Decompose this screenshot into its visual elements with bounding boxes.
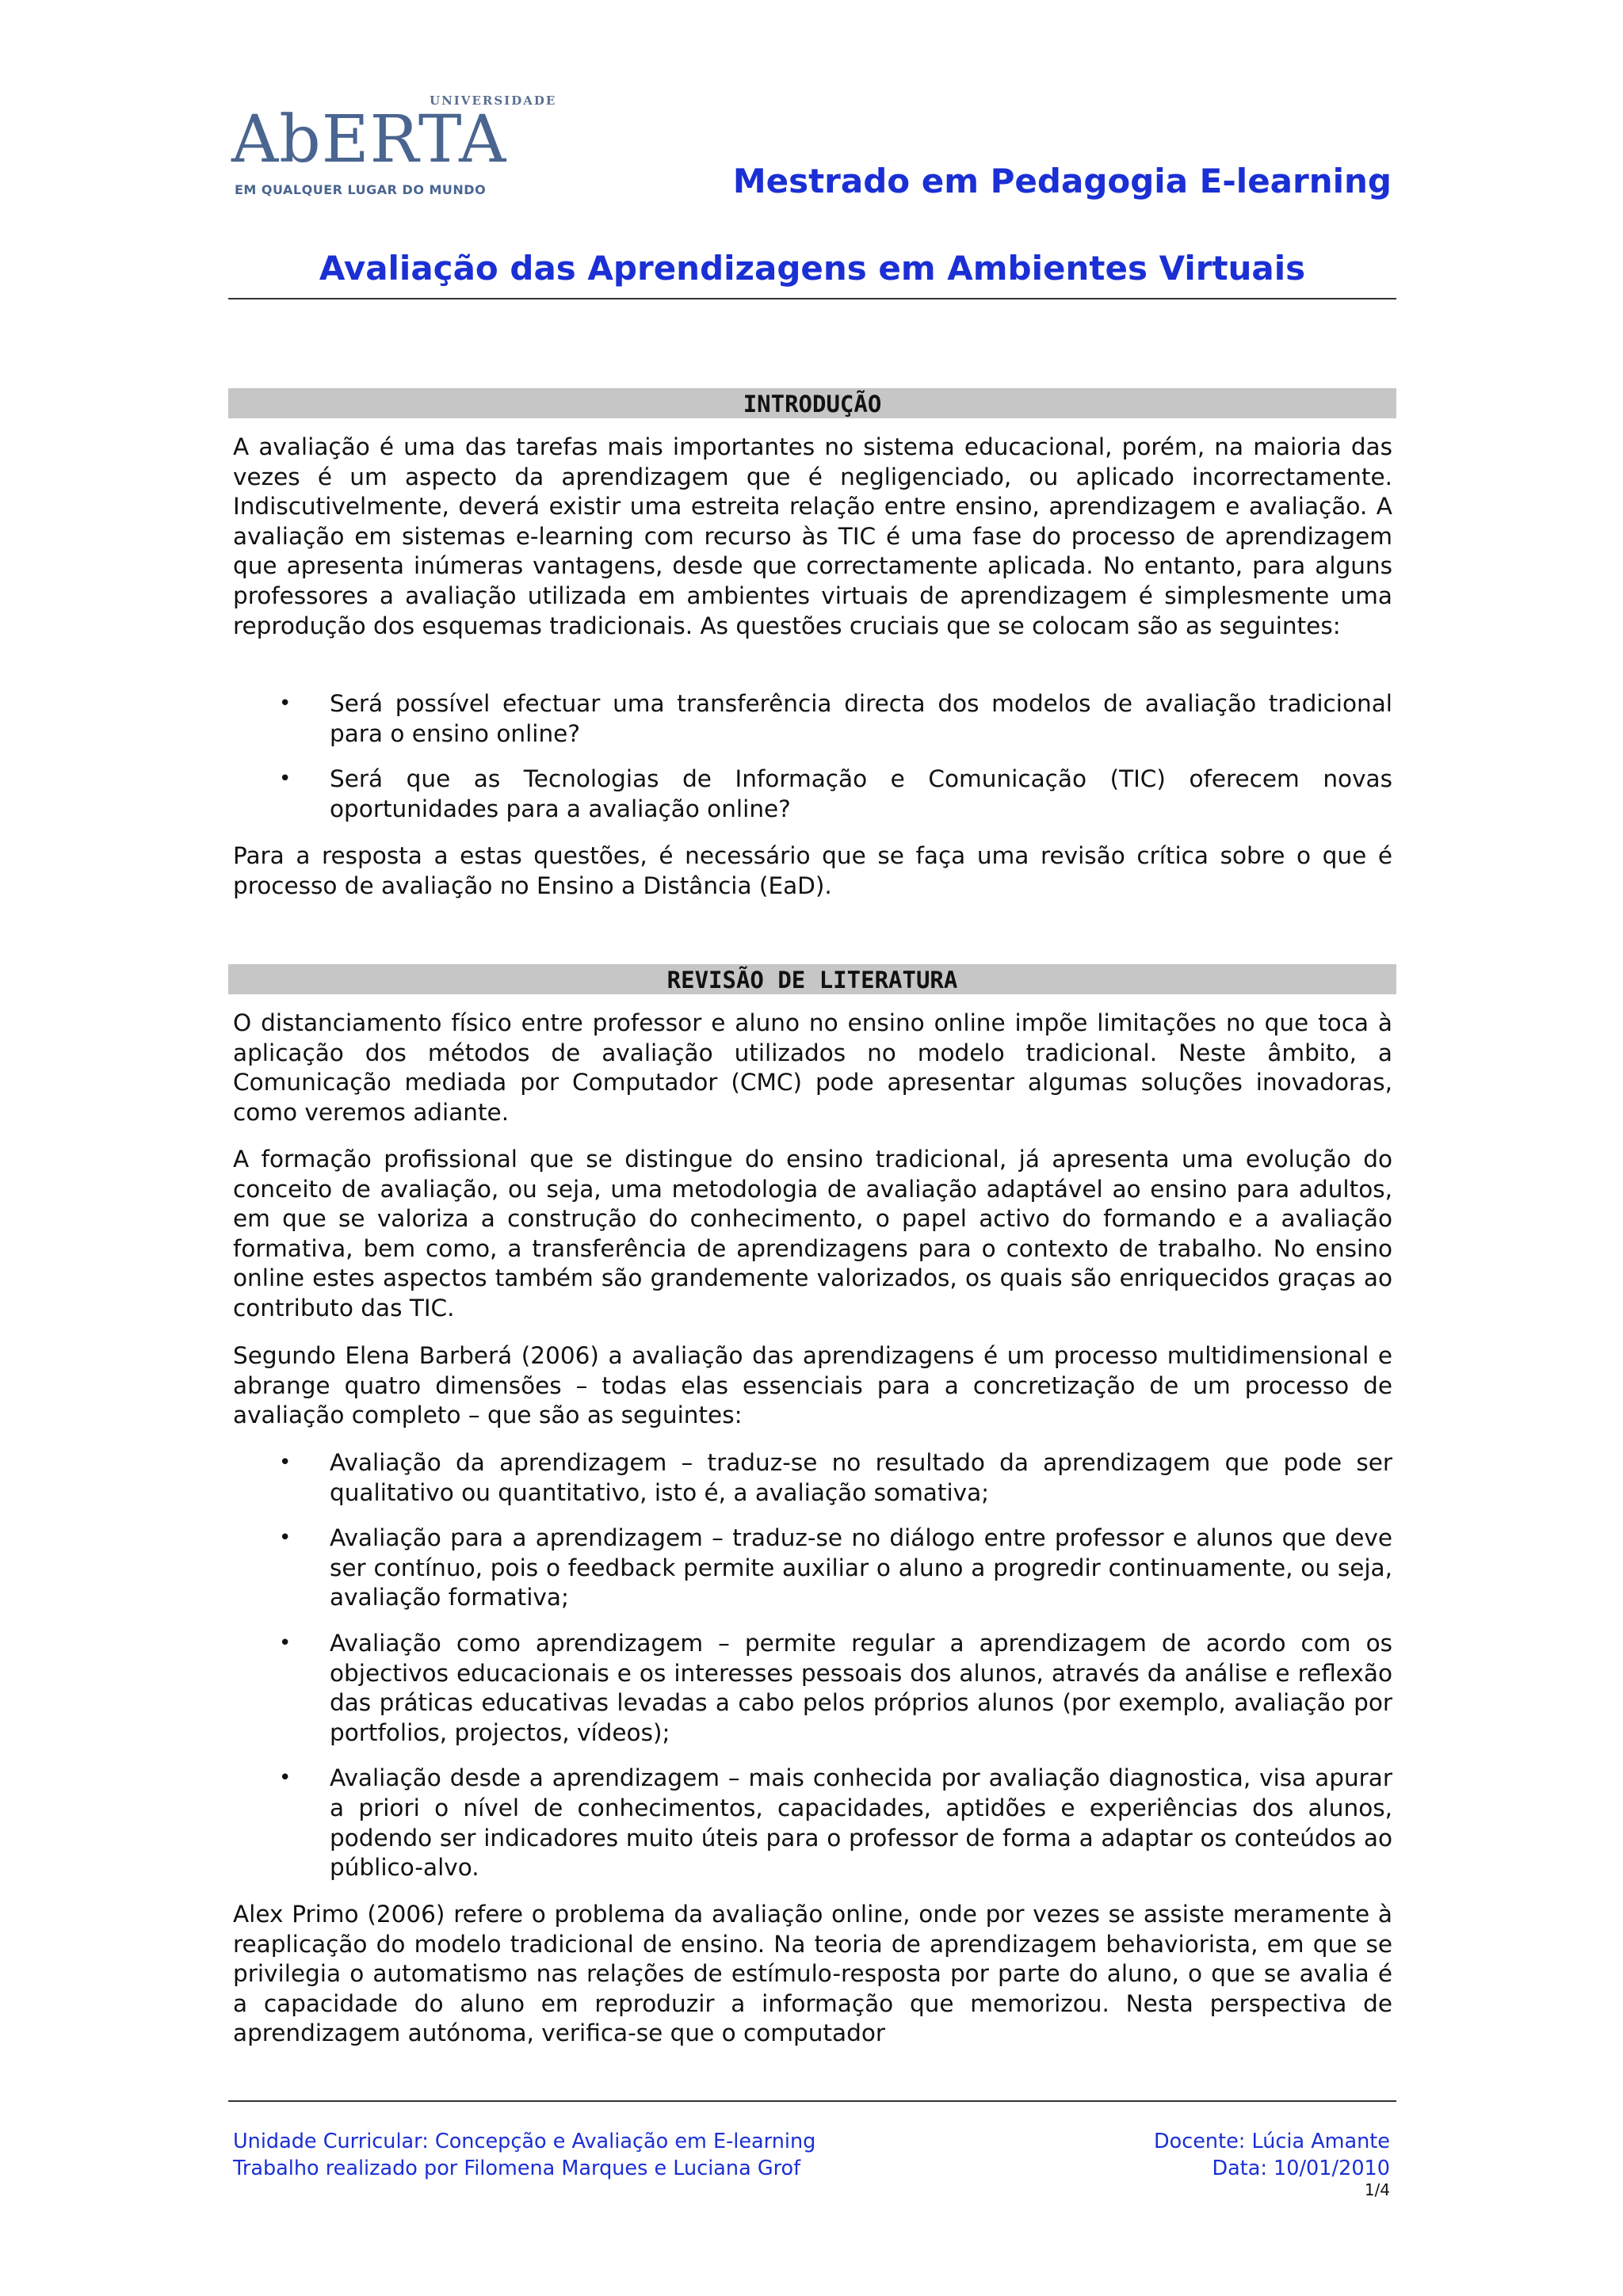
course-title: Mestrado em Pedagogia E-learning bbox=[732, 162, 1392, 200]
document-title: Avaliação das Aprendizagens em Ambientes Virtuais bbox=[319, 249, 1306, 288]
footer-authors: Trabalho realizado por Filomena Marques e Luciana Grof bbox=[233, 2157, 801, 2180]
logo-tagline: EM QUALQUER LUGAR DO MUNDO bbox=[235, 182, 487, 197]
section-heading-introduction: INTRODUÇÃO bbox=[228, 388, 1396, 418]
bullet-icon: • bbox=[279, 1766, 292, 1791]
intro-question-list bbox=[233, 689, 1392, 840]
list-item-text: Será que as Tecnologias de Informação e Comunicação (TIC) oferecem novas oportunidades para a avaliação online? bbox=[330, 765, 1392, 822]
bullet-icon: • bbox=[279, 1526, 292, 1550]
literature-paragraph-3: Segundo Elena Barberá (2006) a avaliação das aprendizagens é um processo multidimensional e abrange quatro dimensões – todas elas essenciais para a concretização de um processo de avaliação completo – que são as seguintes: bbox=[233, 1342, 1392, 1429]
bullet-icon: • bbox=[279, 767, 292, 791]
evaluation-dimensions-list bbox=[233, 1448, 1392, 1899]
page-number: 1/4 bbox=[1364, 2180, 1390, 2199]
literature-paragraph-4: Alex Primo (2006) refere o problema da avaliação online, onde por vezes se assiste meramente à reaplicação do modelo tradicional de ensino. Na teoria de aprendizagem behaviorista, em que se privilegia o automatismo nas relações de estímulo-resposta por parte do aluno, o que se avalia é a capacidade do aluno em reproduzir a informação que memorizou. Nesta perspectiva de aprendizagem autónoma, verifica-se que o computador bbox=[233, 1901, 1392, 2047]
list-item bbox=[233, 1764, 1392, 1882]
literature-paragraph-1: O distanciamento físico entre professor e aluno no ensino online impõe limitações no que toca à aplicação dos métodos de avaliação utilizados no modelo tradicional. Neste âmbito, a Comunicação mediada por Computador (CMC) pode apresentar algumas soluções inovadoras, como veremos adiante. bbox=[233, 1009, 1392, 1126]
footer-divider bbox=[228, 2100, 1396, 2102]
list-item-text: Será possível efectuar uma transferência directa dos modelos de avaliação tradicional para o ensino online? bbox=[330, 690, 1392, 747]
footer-course-unit: Unidade Curricular: Concepção e Avaliação em E-learning bbox=[233, 2130, 816, 2153]
footer-teacher: Docente: Lúcia Amante bbox=[1153, 2130, 1390, 2153]
literature-paragraph-2: A formação profissional que se distingue do ensino tradicional, já apresenta uma evolução do conceito de avaliação, ou seja, uma metodologia de avaliação adaptável ao ensino para adultos, em que se valoriza a construção do conhecimento, o papel activo do formando e a avaliação formativa, bem como, a transferência de aprendizagens para o contexto de trabalho. No ensino online estes aspectos também são grandemente valorizados, os quais são enriquecidos graças ao contributo das TIC. bbox=[233, 1146, 1392, 1322]
logo-name: AbERTA bbox=[231, 102, 507, 177]
list-item-text: Avaliação desde a aprendizagem – mais conhecida por avaliação diagnostica, visa apurar a priori o nível de conhecimentos, capacidades, aptidões e experiências dos alunos, podendo ser indicadores muito úteis para o professor de forma a adaptar os conteúdos ao público-alvo. bbox=[330, 1764, 1392, 1882]
university-logo bbox=[231, 89, 557, 208]
list-item-text: Avaliação da aprendizagem – traduz-se no resultado da aprendizagem que pode ser qualitativo ou quantitativo, isto é, a avaliação somativa; bbox=[330, 1449, 1392, 1506]
logo-university-text: UNIVERSIDADE bbox=[430, 93, 557, 108]
section-heading-literature-review: REVISÃO DE LITERATURA bbox=[228, 964, 1396, 994]
footer-date: Data: 10/01/2010 bbox=[1212, 2157, 1390, 2180]
bullet-icon: • bbox=[279, 1630, 292, 1655]
list-item bbox=[233, 1629, 1392, 1748]
list-item-text: Avaliação para a aprendizagem – traduz-se no diálogo entre professor e alunos que deve ser contínuo, pois o feedback permite auxiliar o aluno a progredir continuamente, ou seja, avaliação formativa; bbox=[330, 1524, 1392, 1611]
footer-right bbox=[1154, 2128, 1390, 2182]
list-item bbox=[233, 1524, 1392, 1613]
intro-paragraph-2: Para a resposta a estas questões, é necessário que se faça uma revisão crítica sobre o que é processo de avaliação no Ensino a Distância (EaD). bbox=[233, 842, 1392, 899]
bullet-icon: • bbox=[279, 692, 292, 715]
header-divider bbox=[228, 298, 1396, 299]
footer-left bbox=[233, 2128, 815, 2182]
bullet-icon: • bbox=[279, 1451, 292, 1474]
list-item-text: Avaliação como aprendizagem – permite regular a aprendizagem de acordo com os objectivos educacionais e os interesses pessoais dos alunos, através da análise e reflexão das práticas educativas levadas a cabo pelos próprios alunos (por exemplo, avaliação por portfolios, projectos, vídeos); bbox=[330, 1629, 1392, 1746]
list-item bbox=[233, 689, 1392, 749]
list-item bbox=[233, 765, 1392, 824]
intro-paragraph-1: A avaliação é uma das tarefas mais importantes no sistema educacional, porém, na maioria das vezes é um aspecto da aprendizagem que é negligenciado, ou aplicado incorrectamente. Indiscutivelmente, deverá existir uma estreita relação entre ensino, aprendizagem e avaliação. A avaliação em sistemas e-learning com recurso às TIC é uma fase do processo de aprendizagem que apresenta inúmeras vantagens, desde que correctamente aplicada. No entanto, para alguns professores a avaliação utilizada em ambientes virtuais de aprendizagem é simplesmente uma reprodução dos esquemas tradicionais. As questões cruciais que se colocam são as seguintes: bbox=[233, 433, 1392, 639]
list-item bbox=[233, 1448, 1392, 1508]
